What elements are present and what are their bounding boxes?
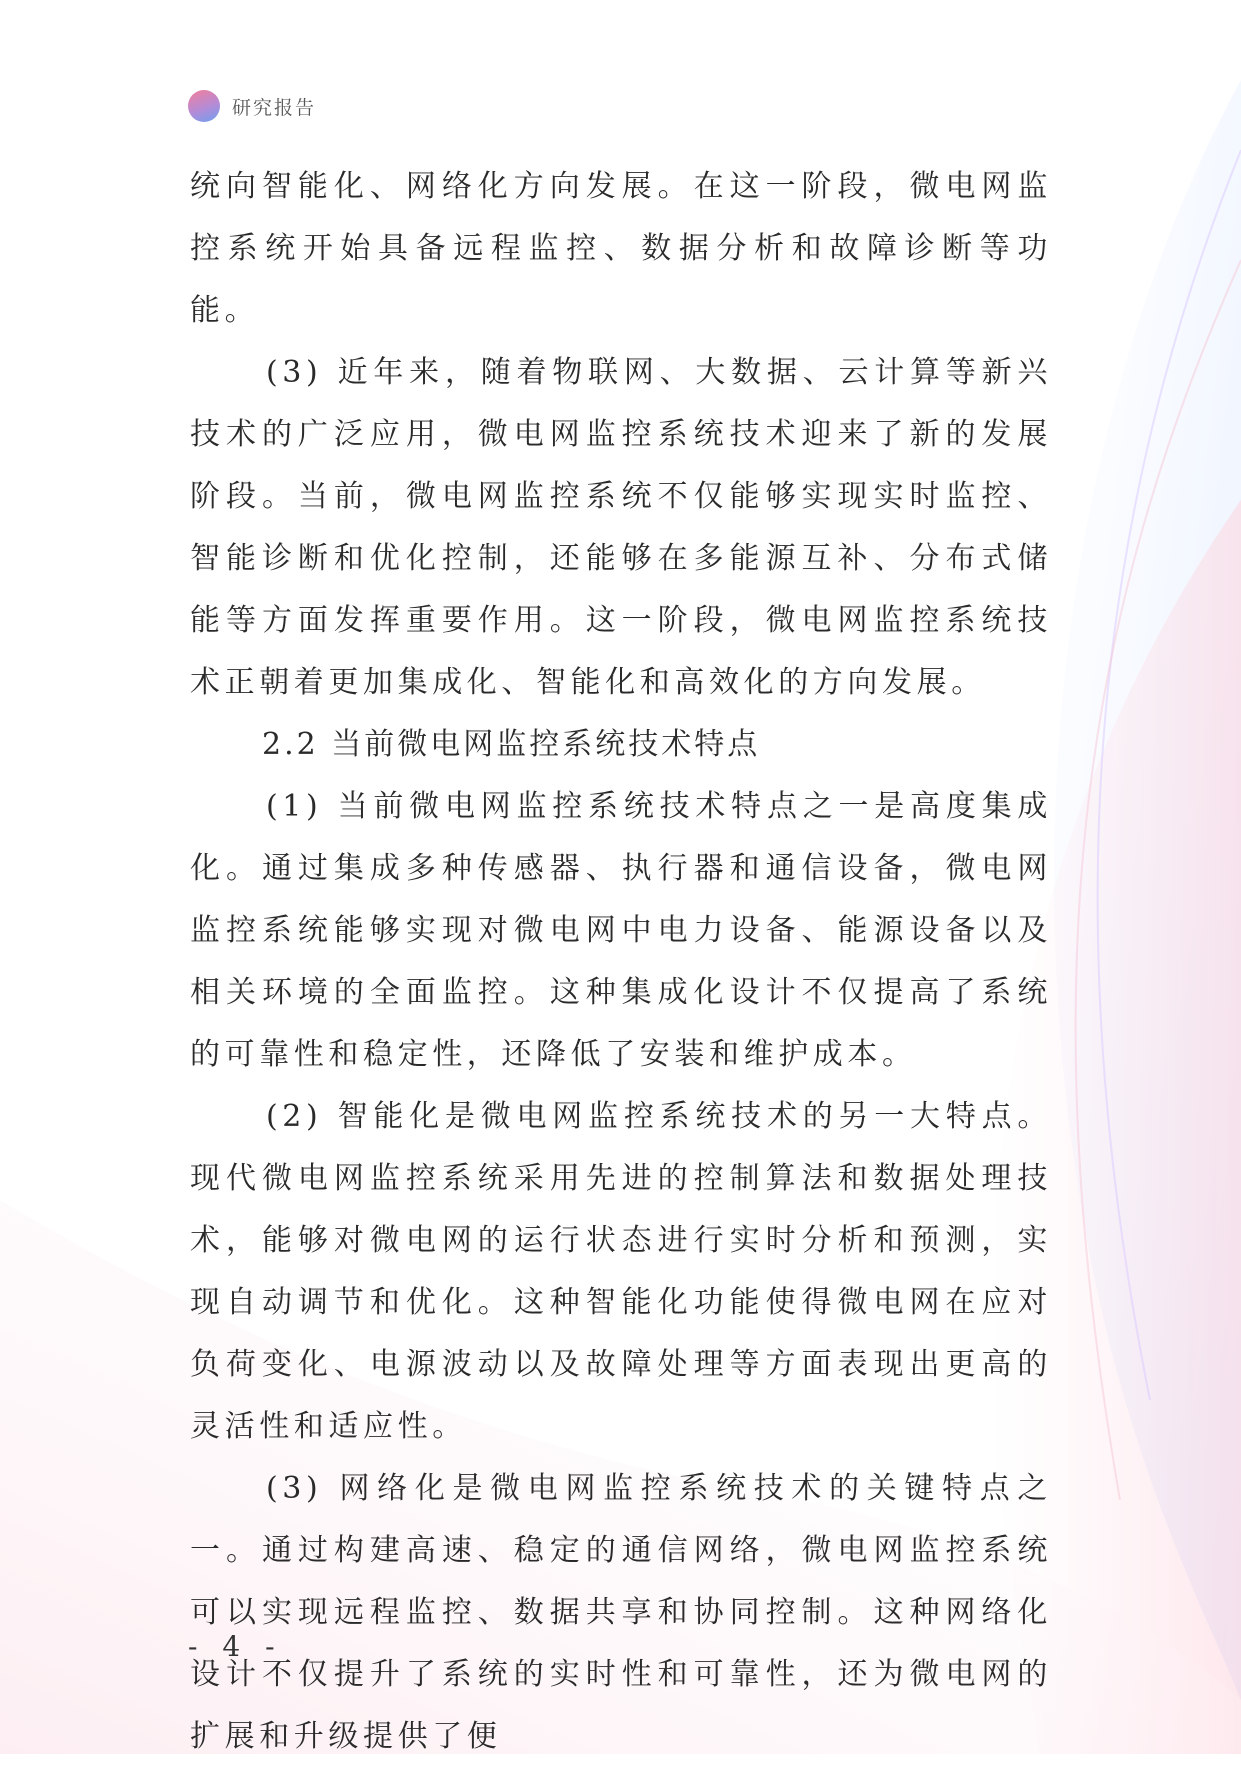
paragraph: 统向智能化、网络化方向发展。在这一阶段，微电网监控系统开始具备远程监控、数据分析和故障诊断等功能。: [190, 169, 1052, 328]
paragraph: (1) 当前微电网监控系统技术特点之一是高度集成化。通过集成多种传感器、执行器和通信设备，微电网监控系统能够实现对微电网中电力设备、能源设备以及相关环境的全面监控。这种集成化设计不仅提高了系统的可靠性和稳定性，还降低了安装和维护成本。: [190, 789, 1052, 1072]
document-body: [190, 156, 1052, 1768]
page-number: - 4 -: [188, 1630, 283, 1663]
document-header: [188, 88, 316, 124]
section-heading: 2.2 当前微电网监控系统技术特点: [262, 727, 761, 762]
paragraph: (2) 智能化是微电网监控系统技术的另一大特点。现代微电网监控系统采用先进的控制算法和数据处理技术，能够对微电网的运行状态进行实时分析和预测，实现自动调节和优化。这种智能化功能使得微电网在应对负荷变化、电源波动以及故障处理等方面表现出更高的灵活性和适应性。: [190, 1099, 1052, 1444]
paragraph: (3) 近年来，随着物联网、大数据、云计算等新兴技术的广泛应用，微电网监控系统技术迎来了新的发展阶段。当前，微电网监控系统不仅能够实现实时监控、智能诊断和优化控制，还能够在多能源互补、分布式储能等方面发挥重要作用。这一阶段，微电网监控系统技术正朝着更加集成化、智能化和高效化的方向发展。: [190, 355, 1052, 700]
paragraph: (3) 网络化是微电网监控系统技术的关键特点之一。通过构建高速、稳定的通信网络，微电网监控系统可以实现远程监控、数据共享和协同控制。这种网络化设计不仅提升了系统的实时性和可靠性，还为微电网的扩展和升级提供了便: [190, 1471, 1052, 1754]
logo-icon: [188, 90, 220, 122]
header-title: 研究报告: [232, 96, 317, 119]
